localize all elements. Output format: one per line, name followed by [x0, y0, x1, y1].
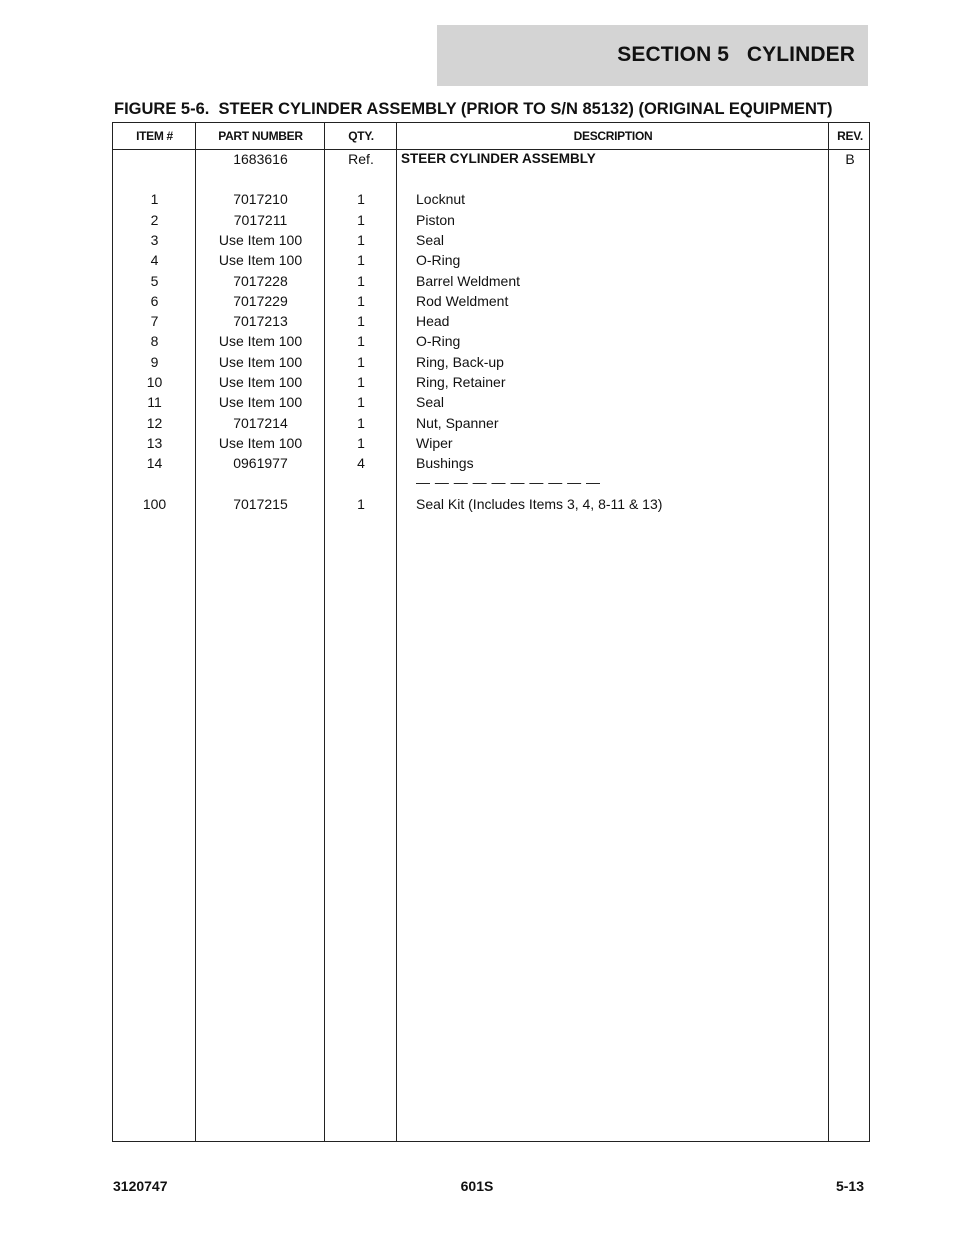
separator-row	[113, 472, 869, 492]
table-row	[113, 413, 869, 433]
description: Head	[416, 313, 450, 330]
part-number: 7017229	[233, 292, 288, 309]
section-banner	[437, 25, 868, 86]
quantity: 1	[357, 252, 365, 269]
description: Locknut	[416, 191, 466, 208]
part-number: 7017228	[233, 272, 288, 289]
assembly-row	[113, 149, 869, 169]
item-number: 4	[150, 252, 159, 269]
part-number: Use Item 100	[218, 374, 303, 390]
item-number: 10	[146, 374, 163, 390]
header-qty: QTY.	[348, 129, 374, 143]
item-number: 12	[146, 414, 163, 431]
item-number: 7	[150, 313, 159, 330]
table-row	[113, 453, 869, 473]
section-title: SECTION 5 CYLINDER	[617, 43, 855, 66]
table-row	[113, 433, 869, 453]
part-number: 7017211	[233, 211, 288, 228]
item-number: 11	[147, 394, 162, 411]
part-number: 1683616	[233, 151, 288, 167]
description: Bushings	[416, 455, 474, 472]
quantity: Ref.	[348, 151, 374, 167]
description: Seal Kit (Includes Items 3, 4, 8-11 & 13)	[416, 495, 663, 512]
header-part-number: PART NUMBER	[218, 129, 303, 143]
revision: B	[845, 151, 855, 167]
part-number: Use Item 100	[218, 333, 303, 350]
part-number: 7017213	[233, 313, 288, 330]
kit-row	[113, 494, 869, 514]
table-row	[113, 352, 869, 372]
item-number: 1	[150, 191, 159, 208]
quantity: 1	[357, 394, 365, 411]
item-number: 9	[150, 353, 159, 370]
part-number: 7017215	[233, 495, 288, 512]
parts-table	[112, 122, 870, 1142]
table-row	[113, 311, 869, 331]
table-row	[113, 210, 869, 230]
part-number: Use Item 100	[218, 252, 303, 269]
separator-dashes: — — — — — — — — — —	[416, 474, 601, 490]
figure-title: FIGURE 5-6. STEER CYLINDER ASSEMBLY (PRIOR TO S/N 85132) (ORIGINAL EQUIPMENT)	[114, 100, 833, 118]
description: Rod Weldment	[416, 292, 509, 309]
header-rev: REV.	[837, 129, 863, 143]
table-row	[113, 331, 869, 351]
description: Ring, Back-up	[416, 353, 504, 370]
description: O-Ring	[416, 252, 461, 269]
quantity: 1	[357, 495, 365, 512]
table-row	[113, 291, 869, 311]
item-number: 6	[150, 292, 159, 309]
quantity: 1	[357, 434, 365, 451]
description: Wiper	[416, 434, 453, 451]
quantity: 1	[357, 333, 365, 350]
item-number: 100	[142, 495, 167, 512]
footer-page-number: 5-13	[835, 1178, 864, 1194]
part-number: 7017210	[233, 191, 288, 208]
part-number: Use Item 100	[218, 394, 303, 411]
quantity: 1	[357, 211, 365, 228]
description: Piston	[416, 211, 455, 228]
item-number: 5	[150, 272, 159, 289]
item-number: 14	[146, 455, 163, 472]
table-row	[113, 392, 869, 412]
footer-model: 601S	[460, 1178, 494, 1194]
part-number: 0961977	[233, 455, 288, 472]
part-number: 7017214	[233, 414, 288, 431]
quantity: 1	[357, 231, 365, 248]
quantity: 1	[357, 414, 365, 431]
footer-doc-number: 3120747	[113, 1178, 168, 1194]
quantity: 1	[357, 313, 365, 330]
header-description: DESCRIPTION	[573, 129, 653, 143]
quantity: 1	[357, 353, 365, 370]
quantity: 1	[357, 292, 365, 309]
table-row	[113, 230, 869, 250]
table-row	[113, 271, 869, 291]
item-number: 8	[150, 333, 159, 350]
part-number: Use Item 100	[218, 434, 303, 451]
quantity: 1	[357, 191, 365, 208]
description: Seal	[416, 231, 445, 248]
item-number: 2	[150, 211, 159, 228]
part-number: Use Item 100	[218, 353, 303, 370]
description: O-Ring	[416, 333, 461, 350]
table-row	[113, 189, 869, 209]
description: Ring, Retainer	[416, 374, 506, 390]
header-item: ITEM #	[136, 129, 173, 143]
quantity: 4	[357, 455, 365, 472]
item-number: 13	[146, 434, 163, 451]
quantity: 1	[357, 374, 365, 390]
table-row	[113, 372, 869, 392]
table-row	[113, 250, 869, 270]
part-number: Use Item 100	[218, 231, 303, 248]
description: STEER CYLINDER ASSEMBLY	[401, 151, 596, 166]
item-number: 3	[150, 231, 159, 248]
quantity: 1	[357, 272, 365, 289]
description: Nut, Spanner	[416, 414, 499, 431]
description: Seal	[416, 394, 445, 411]
description: Barrel Weldment	[416, 272, 521, 289]
